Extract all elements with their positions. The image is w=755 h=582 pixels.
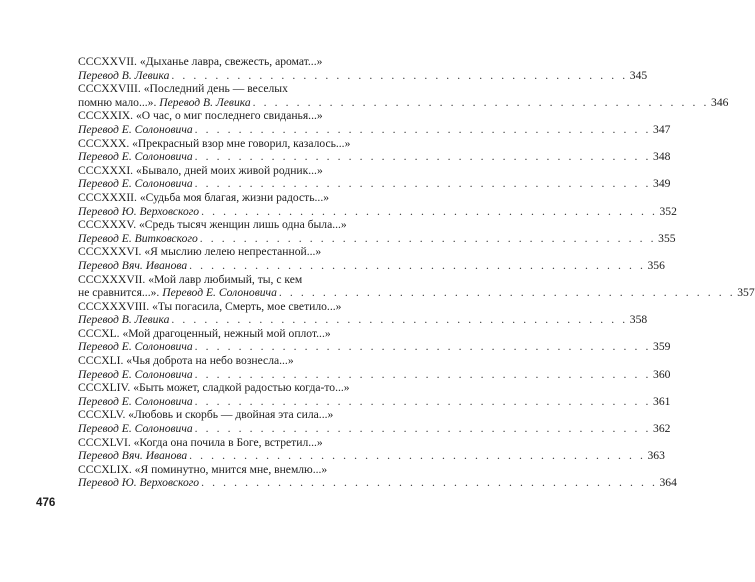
dot-leader: . . . . . . . . . . . . . . . . . . . . . . . . . . . . . . . . . . . . . . . . . . <box>194 422 652 436</box>
toc-translator-row <box>78 122 671 137</box>
translator-credit: Перевод В. Левика <box>78 68 170 82</box>
toc-title-line: CCCXLIV. «Быть может, сладкой радостью когда-то...» <box>78 381 350 395</box>
toc-entry[interactable] <box>78 163 671 191</box>
toc-title-line: CCCXXVII. «Дыханье лавра, свежесть, аромат...» <box>78 55 323 68</box>
toc-title-tail: помню мало...». <box>78 95 157 109</box>
toc-entry[interactable] <box>78 136 671 164</box>
toc-translator-row <box>78 340 671 354</box>
toc-translator-row <box>78 449 665 463</box>
translator-credit: Перевод Е. Солоновича <box>78 367 193 381</box>
toc-translator-row <box>78 367 671 382</box>
toc-entry[interactable] <box>78 82 729 109</box>
toc-entry[interactable] <box>78 381 671 408</box>
toc-entry[interactable] <box>78 326 671 354</box>
dot-leader: . . . . . . . . . . . . . . . . . . . . . . . . . . . . . . . . . . . . . . . . . . <box>278 286 736 300</box>
toc-translator-wrap <box>78 232 198 246</box>
toc-title-line: CCCXXIX. «О час, о миг последнего свиданья...» <box>78 109 323 123</box>
toc-translator-wrap <box>78 123 193 137</box>
toc-entry[interactable] <box>78 408 671 436</box>
toc-translator-row <box>78 476 677 490</box>
translator-credit: Перевод В. Левика <box>78 313 170 327</box>
dot-leader: . . . . . . . . . . . . . . . . . . . . . . . . . . . . . . . . . . . . . . . . . . <box>171 68 628 82</box>
toc-entry[interactable] <box>78 109 671 136</box>
toc-translator-row <box>78 394 671 409</box>
toc-translator-wrap <box>78 395 193 409</box>
dot-leader: . . . . . . . . . . . . . . . . . . . . . . . . . . . . . . . . . . . . . . . . . . <box>199 231 657 245</box>
dot-leader: . . . . . . . . . . . . . . . . . . . . . . . . . . . . . . . . . . . . . . . . . . <box>194 367 652 381</box>
dot-leader: . . . . . . . . . . . . . . . . . . . . . . . . . . . . . . . . . . . . . . . . . . <box>194 340 652 354</box>
dot-leader: . . . . . . . . . . . . . . . . . . . . . . . . . . . . . . . . . . . . . . . . . . <box>171 313 628 327</box>
toc-title-line: CCCXXXVIII. «Ты погасила, Смерть, мое светило...» <box>78 299 342 313</box>
page-number: 476 <box>36 496 56 509</box>
toc-page-number: 347 <box>653 122 671 136</box>
table-of-contents <box>78 55 755 490</box>
toc-translator-row <box>78 258 665 273</box>
toc-translator-wrap <box>78 476 199 490</box>
toc-page-number: 359 <box>653 340 671 354</box>
toc-translator-row <box>78 95 729 110</box>
toc-entry[interactable] <box>78 245 665 272</box>
dot-leader: . . . . . . . . . . . . . . . . . . . . . . . . . . . . . . . . . . . . . . . . . . <box>194 394 652 408</box>
toc-translator-row <box>78 177 671 191</box>
toc-title-line: CCCXLV. «Любовь и скорбь — двойная эта сила...» <box>78 408 334 422</box>
toc-translator-row <box>78 422 671 436</box>
toc-page-number: 360 <box>653 367 671 381</box>
dot-leader: . . . . . . . . . . . . . . . . . . . . . . . . . . . . . . . . . . . . . . . . . . <box>194 150 652 164</box>
toc-title-line: CCCXXXVII. «Мой лавр любимый, ты, с кем <box>78 272 303 286</box>
toc-title-line: CCCXXXV. «Средь тысяч женщин лишь одна была...» <box>78 218 347 232</box>
toc-title-line: CCCXLI. «Чья доброта на небо вознесла...» <box>78 354 294 368</box>
toc-title-continuation <box>78 286 277 300</box>
toc-page-number: 352 <box>659 204 677 218</box>
toc-entry[interactable] <box>78 55 648 82</box>
toc-page-number: 349 <box>653 177 671 191</box>
toc-title-continuation <box>78 96 251 110</box>
toc-translator-row <box>78 231 676 246</box>
toc-translator-wrap <box>78 449 187 463</box>
toc-title-line: CCCXXXVI. «Я мыслию лелею непрестанной...» <box>78 245 322 259</box>
toc-translator-wrap <box>78 313 169 327</box>
translator-credit: Перевод В. Левика <box>159 95 251 109</box>
toc-page-number: 355 <box>658 231 676 245</box>
toc-title-line: CCCXLIX. «Я поминутно, мнится мне, внемлю...» <box>78 462 328 476</box>
toc-page-number: 346 <box>711 95 729 109</box>
toc-page-number: 364 <box>659 476 677 490</box>
toc-page-number: 357 <box>737 286 755 300</box>
toc-translator-row <box>78 313 648 327</box>
toc-title-line: CCCXL. «Мой драгоценный, нежный мой оплот...» <box>78 326 331 340</box>
toc-page-number: 345 <box>629 68 648 82</box>
toc-translator-wrap <box>78 177 193 191</box>
dot-leader: . . . . . . . . . . . . . . . . . . . . . . . . . . . . . . . . . . . . . . . . . . <box>194 177 652 191</box>
dot-leader: . . . . . . . . . . . . . . . . . . . . . . . . . . . . . . . . . . . . . . . . . . <box>194 122 652 136</box>
toc-entry[interactable] <box>78 190 677 218</box>
translator-credit: Перевод Вяч. Иванова <box>78 258 188 272</box>
toc-title-line: CCCXXVIII. «Последний день — веселых <box>78 82 288 96</box>
toc-page-number: 362 <box>653 422 671 436</box>
toc-translator-wrap <box>78 340 193 354</box>
translator-credit: Перевод Е. Солоновича <box>78 422 193 436</box>
toc-entry[interactable] <box>78 462 677 490</box>
toc-entry[interactable] <box>78 272 755 300</box>
toc-entry[interactable] <box>78 218 676 245</box>
translator-credit: Перевод Ю. Верховского <box>78 204 200 218</box>
toc-title-line: CCCXLVI. «Когда она почила в Боге, встретил...» <box>78 435 323 449</box>
toc-translator-wrap <box>78 368 193 382</box>
translator-credit: Перевод Е. Солоновича <box>78 177 193 191</box>
translator-credit: Перевод Е. Солоновича <box>78 394 193 408</box>
toc-entry[interactable] <box>78 354 671 381</box>
translator-credit: Перевод Е. Витковского <box>78 231 198 245</box>
translator-credit: Перевод Е. Солоновича <box>162 286 277 300</box>
toc-translator-wrap <box>78 150 193 164</box>
toc-title-line: CCCXXX. «Прекрасный взор мне говорил, казалось...» <box>78 136 351 150</box>
translator-credit: Перевод Ю. Верховского <box>78 476 200 490</box>
toc-page-number: 363 <box>647 449 665 463</box>
translator-credit: Перевод Е. Солоновича <box>78 150 193 164</box>
toc-page-number: 356 <box>647 258 665 272</box>
toc-title-line: CCCXXXI. «Бывало, дней моих живой родник...» <box>78 163 323 177</box>
toc-page-number: 361 <box>653 394 671 408</box>
dot-leader: . . . . . . . . . . . . . . . . . . . . . . . . . . . . . . . . . . . . . . . . . . <box>189 449 646 463</box>
dot-leader: . . . . . . . . . . . . . . . . . . . . . . . . . . . . . . . . . . . . . . . . . . <box>201 476 658 490</box>
toc-translator-wrap <box>78 69 169 83</box>
toc-translator-row <box>78 150 671 164</box>
translator-credit: Перевод Е. Солоновича <box>78 122 193 136</box>
toc-title-line: CCCXXXII. «Судьба моя благая, жизни радость...» <box>78 190 330 204</box>
toc-page-number: 348 <box>653 150 671 164</box>
toc-translator-wrap <box>78 422 193 436</box>
toc-page-number: 358 <box>629 313 648 327</box>
translator-credit: Перевод Е. Солоновича <box>78 340 193 354</box>
toc-title-tail: не сравнится...». <box>78 286 160 300</box>
toc-translator-row <box>78 68 648 83</box>
dot-leader: . . . . . . . . . . . . . . . . . . . . . . . . . . . . . . . . . . . . . . . . . . <box>189 258 646 272</box>
toc-translator-row <box>78 286 755 300</box>
dot-leader: . . . . . . . . . . . . . . . . . . . . . . . . . . . . . . . . . . . . . . . . . . <box>252 95 710 109</box>
dot-leader: . . . . . . . . . . . . . . . . . . . . . . . . . . . . . . . . . . . . . . . . . . <box>201 204 658 218</box>
toc-translator-row <box>78 204 677 219</box>
translator-credit: Перевод Вяч. Иванова <box>78 449 188 463</box>
toc-entry[interactable] <box>78 299 648 327</box>
toc-translator-wrap <box>78 205 199 219</box>
toc-entry[interactable] <box>78 435 665 463</box>
toc-translator-wrap <box>78 259 187 273</box>
